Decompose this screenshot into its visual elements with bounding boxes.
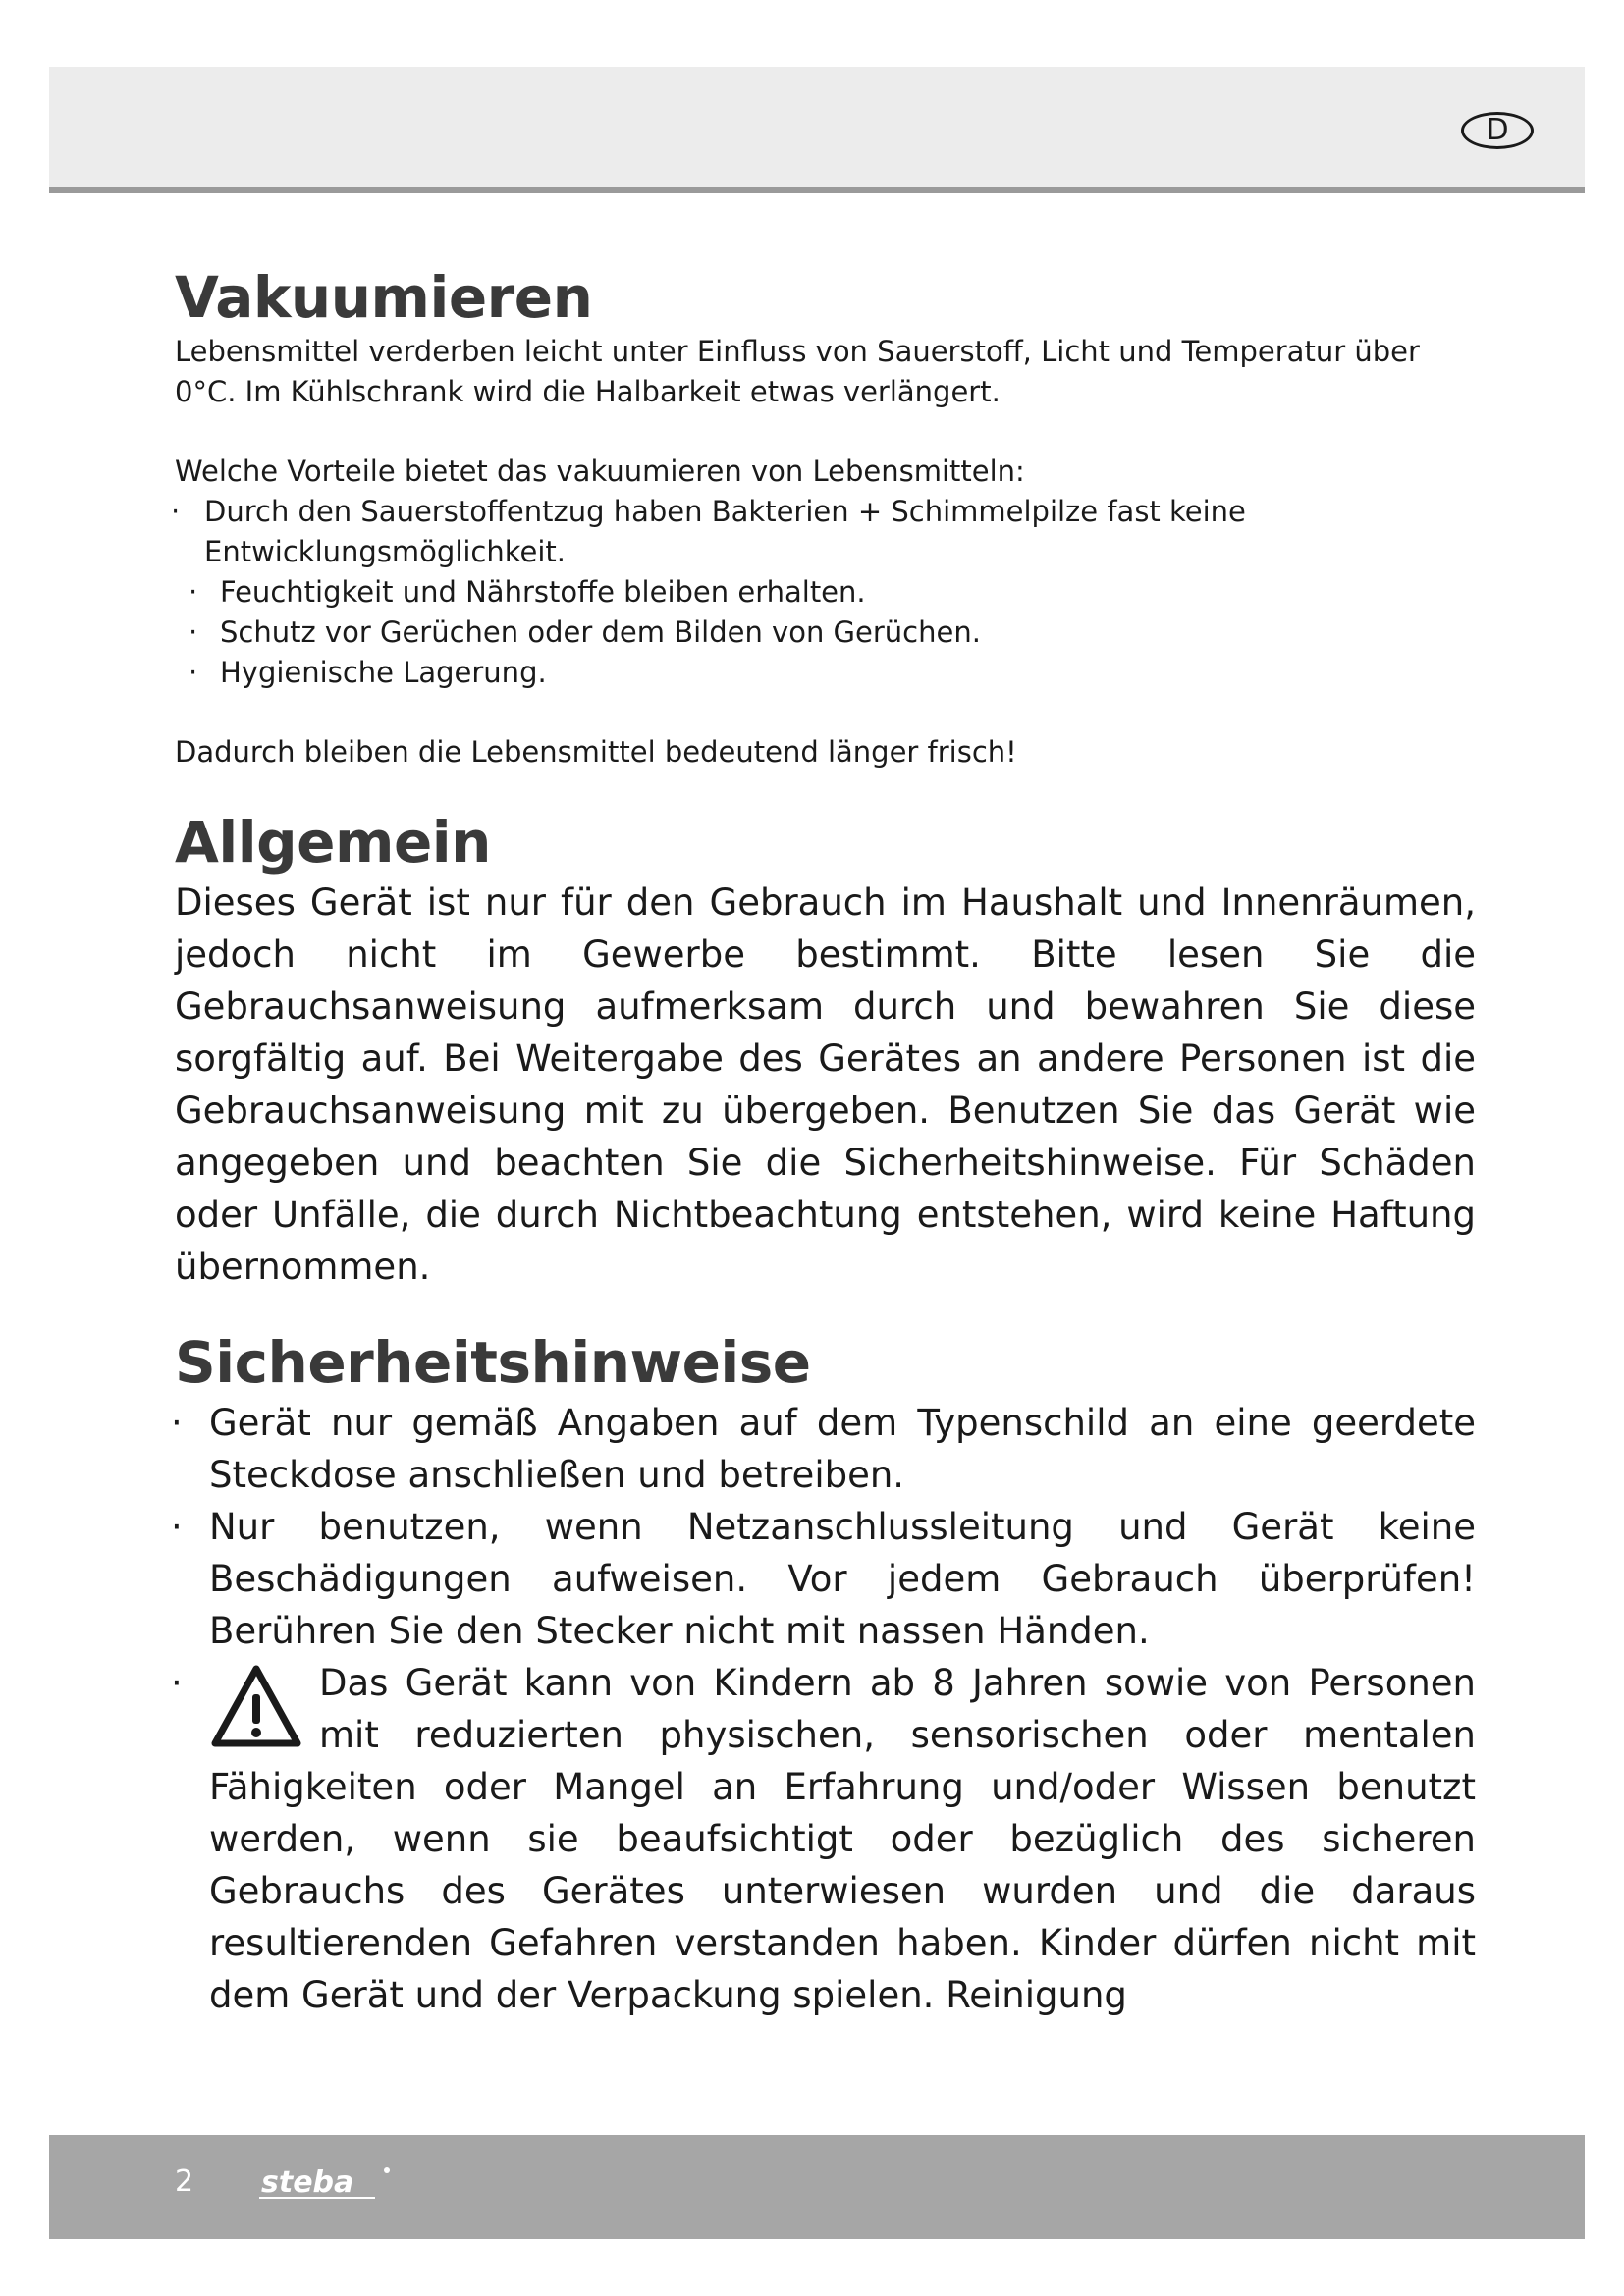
list-item: · Das Gerät kann von Kindern ab 8 Jahren sowie von Personen mit reduzierten physischen, sensorischen oder mentalen Fähigkeiten oder Mangel an Erfahrung und/oder Wissen benutzt werden, wenn sie beaufsichtigt oder bezüglich des sicheren Gebrauchs des Gerätes unterwiesen wurden und die daraus resultierenden Gefahren verstanden haben. Kinder dürfen nicht mit dem Gerät und der Verpackung spielen. Reinigung <box>171 1662 1476 2016</box>
brand-text: steba <box>261 2165 354 2200</box>
section-title-vakuumieren: Vakuumieren <box>175 264 593 331</box>
header-band <box>49 67 1585 187</box>
list-item: · Feuchtigkeit und Nährstoffe bleiben erhalten. <box>189 575 866 609</box>
safety-list <box>171 1397 1476 2021</box>
page-number: 2 <box>175 2164 194 2199</box>
steba-logo <box>257 2163 414 2202</box>
language-badge: D <box>1461 112 1534 149</box>
vakuumieren-intro: Lebensmittel verderben leicht unter Einfluss von Sauerstoff, Licht und Temperatur über 0°C. Im Kühlschrank wird die Halbarkeit etwas verlängert. <box>175 335 1420 408</box>
benefits-list <box>171 492 1476 693</box>
list-item: · Nur benutzen, wenn Netzanschlussleitung und Gerät keine Beschädigungen aufweisen. Vor jedem Gebrauch überprüfen! Berühren Sie den Stecker nicht mit nassen Händen. <box>171 1506 1476 1652</box>
warning-triangle-icon <box>209 1663 303 1751</box>
list-item: · Schutz vor Gerüchen oder dem Bilden von Gerüchen. <box>189 615 981 649</box>
page-content <box>171 263 1476 2021</box>
benefits-lead: Welche Vorteile bietet das vakuumieren von Lebensmitteln: <box>175 454 1025 488</box>
vakuumieren-conclusion: Dadurch bleiben die Lebensmittel bedeutend länger frisch! <box>175 735 1017 769</box>
list-item: · Gerät nur gemäß Angaben auf dem Typenschild an eine geerdete Steckdose anschließen und betreiben. <box>171 1402 1476 1496</box>
header-rule <box>49 187 1585 193</box>
section-title-allgemein: Allgemein <box>175 809 491 876</box>
list-item: · Hygienische Lagerung. <box>189 656 547 689</box>
allgemein-body: Dieses Gerät ist nur für den Gebrauch im Haushalt und Innenräumen, jedoch nicht im Gewerbe bestimmt. Bitte lesen Sie die Gebrauchsanweisung aufmerksam durch und bewahren Sie diese sorgfältig auf. Bei Weitergabe des Gerätes an andere Personen ist die Gebrauchsanweisung mit zu übergeben. Benutzen Sie das Gerät wie angegeben und beachten Sie die Sicherheitshinweise. Für Schäden oder Unfälle, die durch Nichtbeachtung entstehen, wird keine Haftung übernommen. <box>175 881 1476 1288</box>
list-item: · Durch den Sauerstoffentzug haben Bakterien + Schimmelpilze fast keine Entwicklungsmöglichkeit. <box>171 495 1246 568</box>
section-title-sicherheitshinweise: Sicherheitshinweise <box>175 1329 811 1396</box>
